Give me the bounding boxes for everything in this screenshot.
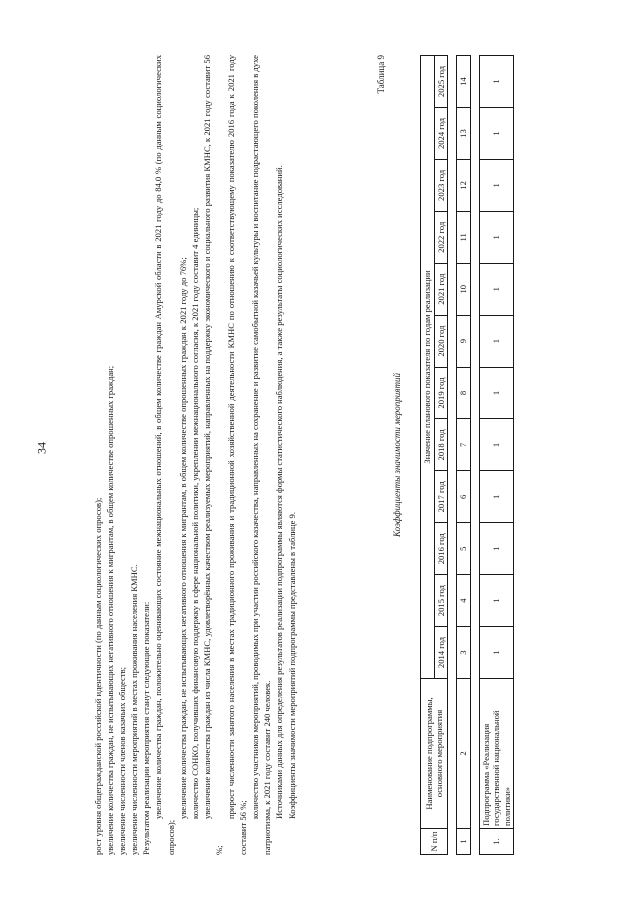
column-number: 12 — [457, 159, 471, 211]
column-number: 8 — [457, 367, 471, 419]
table-label: Таблица 9 — [376, 55, 386, 94]
cell-value: 1 — [479, 315, 514, 367]
coefficients-table — [420, 55, 514, 855]
col-header-group: Значение планового показателя по годам реализации — [421, 56, 435, 679]
page-number: 34 — [34, 442, 49, 454]
paragraph: увеличение количества граждан, положительно оценивающих состояние межнациональных отношений, в общем количестве граждан Амурской области в 2021 году до 84,0 % (по данным социологических опросов); — [153, 55, 176, 855]
col-header-name: Наименование подпрограммы, основного мероприятия — [421, 679, 448, 829]
col-header-num: N п/п — [421, 829, 448, 855]
year-header: 2016 год — [434, 523, 448, 575]
paragraph: прирост численности занятого населения в местах традиционного проживания и традиционной хозяйственной деятельности КМНС по отношению к соответствующему показателю 2016 года к 2021 году составит 56 %; — [226, 55, 249, 855]
column-number: 2 — [457, 679, 471, 829]
year-header: 2020 год — [434, 315, 448, 367]
year-header: 2014 год — [434, 627, 448, 679]
paragraph: Источниками данных для определения результатов реализации подпрограммы являются формы статистического наблюдения, а также результаты социологических исследований. — [274, 165, 285, 819]
table-title: Коэффициенты значимости мероприятий — [392, 373, 402, 538]
year-header: 2022 год — [434, 211, 448, 263]
paragraph: увеличение количества граждан из числа КМНС, удовлетворённых качеством реализуемых мероприятий, направленных на поддержку экономического и социального развития КМНС, к 2021 году составит 56 %; — [201, 55, 224, 855]
column-number-row — [457, 56, 471, 855]
paragraph: количество СОНКО, получивших финансовую поддержку в сфере национальной политики, укреплении межнационального согласия, к 2021 году составит 4 единицы; — [189, 207, 200, 819]
cell-value: 1 — [479, 471, 514, 523]
paragraph: увеличение количества граждан, не испытывающих негативного отношения к мигрантам, в общем количестве опрошенных граждан; — [105, 365, 116, 855]
column-number: 7 — [457, 419, 471, 471]
paragraph: увеличение количества граждан, не испытывающих негативного отношения к мигрантам, в общем количестве опрошенных граждан к 2021 году до 76%; — [177, 257, 188, 819]
column-number: 10 — [457, 263, 471, 315]
cell-value: 1 — [479, 627, 514, 679]
cell-value: 1 — [479, 159, 514, 211]
paragraph: рост уровня общегражданской российской идентичности (по данным социологических опросов); — [93, 497, 103, 855]
paragraph: увеличение численности членов казачьих обществ; — [117, 666, 128, 855]
column-number: 9 — [457, 315, 471, 367]
year-header: 2018 год — [434, 419, 448, 471]
column-number: 4 — [457, 575, 471, 627]
cell-value: 1 — [479, 419, 514, 471]
paragraph: Коэффициенты значимости мероприятий подпрограммы представлены в таблице 9. — [286, 512, 297, 819]
paragraph: Результатом реализации мероприятия станут следующие показатели: — [141, 601, 152, 855]
year-header: 2019 год — [434, 367, 448, 419]
cell-value: 1 — [479, 367, 514, 419]
cell-value: 1 — [479, 108, 514, 160]
year-header: 2023 год — [434, 159, 448, 211]
year-header: 2021 год — [434, 263, 448, 315]
body-text — [92, 55, 298, 855]
row-number: 1. — [479, 829, 514, 855]
cell-value: 1 — [479, 523, 514, 575]
column-number: 1 — [457, 829, 471, 855]
cell-value: 1 — [479, 56, 514, 108]
table-row — [479, 56, 514, 855]
cell-value: 1 — [479, 263, 514, 315]
year-header: 2025 год — [434, 56, 448, 108]
rotated-page-content — [92, 55, 612, 855]
paragraph: количество участников мероприятий, проводимых при участии российского казачества, направленных на сохранение и развитие самобытной казачьей культуры и воспитание подрастающего поколения в духе патриотизма, к 2021 году составит 240 человек. — [250, 55, 273, 855]
cell-value: 1 — [479, 575, 514, 627]
column-number: 6 — [457, 471, 471, 523]
column-number: 5 — [457, 523, 471, 575]
column-number: 11 — [457, 211, 471, 263]
year-header: 2017 год — [434, 471, 448, 523]
year-header: 2015 год — [434, 575, 448, 627]
year-header: 2024 год — [434, 108, 448, 160]
row-name: Подпрограмма «Реализация государственной национальной политики» — [479, 679, 514, 829]
column-number: 13 — [457, 108, 471, 160]
paragraph: увеличение численности мероприятий в местах проживания населения КМНС. — [129, 564, 140, 855]
column-number: 3 — [457, 627, 471, 679]
cell-value: 1 — [479, 211, 514, 263]
column-number: 14 — [457, 56, 471, 108]
